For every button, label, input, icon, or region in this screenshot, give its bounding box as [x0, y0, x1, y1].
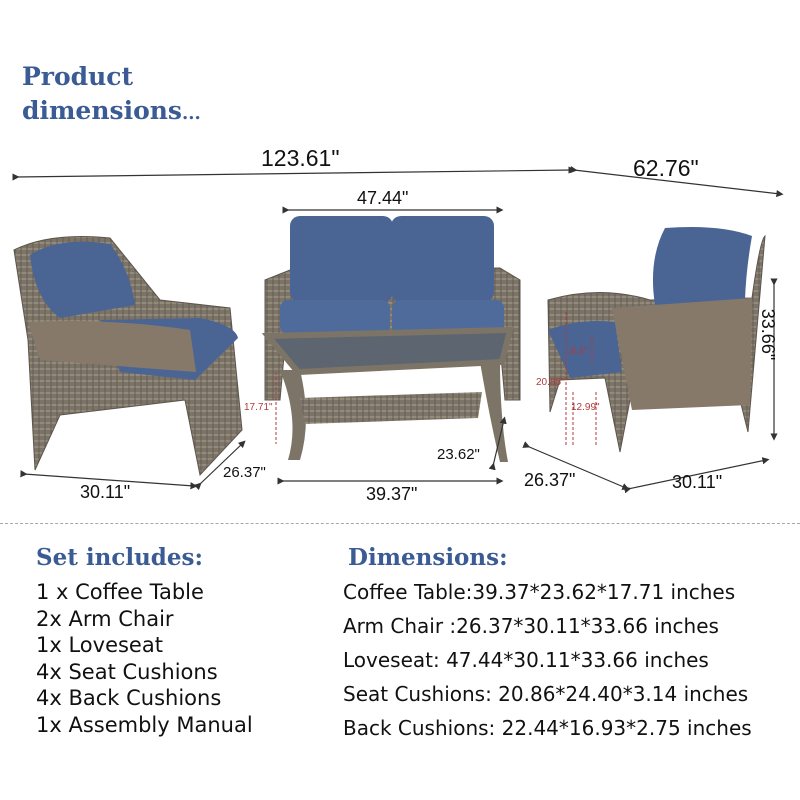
title-line-2: dimensions...: [22, 96, 201, 125]
table-depth-label: 23.62": [437, 446, 480, 463]
list-item: 4x Seat Cushions: [36, 659, 218, 684]
list-item: Seat Cushions: 20.86*24.40*3.14 inches: [343, 682, 749, 706]
table-width-label: 39.37": [366, 484, 418, 504]
list-item: Back Cushions: 22.44*16.93*2.75 inches: [343, 716, 752, 740]
set-includes-heading: Set includes:: [36, 544, 203, 571]
arm-height-label: 8.4": [570, 346, 588, 357]
list-item: 1x Assembly Manual: [36, 712, 253, 737]
total-width-label: 123.61": [261, 145, 340, 171]
left-chair-width-label: 30.11": [80, 482, 131, 502]
right-armchair: [548, 227, 765, 452]
list-item: 4x Back Cushions: [36, 686, 222, 710]
dimensions-list: [343, 575, 752, 745]
total-depth-label: 62.76": [633, 155, 699, 181]
right-chair-depth-label: 26.37": [524, 470, 576, 490]
list-item: 1x Loveseat: [36, 633, 163, 657]
seat-height-label: 20.85": [536, 377, 565, 388]
title-line-1: Product: [22, 62, 134, 91]
list-item: 2x Arm Chair: [36, 606, 174, 631]
loveseat-width-label: 47.44": [357, 188, 409, 208]
list-item: Coffee Table:39.37*23.62*17.71 inches: [343, 580, 736, 604]
seat-depth-label: 12.99": [571, 402, 600, 413]
coffee-table: [268, 330, 510, 462]
section-divider: [0, 523, 800, 524]
dimensions-heading: Dimensions:: [348, 544, 508, 571]
list-item: 1 x Coffee Table: [36, 580, 204, 604]
bottom-dimension-lines: [24, 420, 766, 489]
list-item: Loveseat: 47.44*30.11*33.66 inches: [343, 648, 709, 672]
chair-height-label: 33.66": [758, 308, 779, 361]
left-armchair: [14, 237, 242, 476]
list-item: Arm Chair :26.37*30.11*33.66 inches: [343, 614, 719, 638]
table-height-label: 17.71": [244, 402, 273, 413]
title-ellipsis: ...: [182, 103, 201, 124]
left-chair-depth-label: 26.37": [223, 464, 266, 481]
set-includes-list: [36, 579, 253, 738]
right-chair-width-label: 30.11": [672, 472, 723, 492]
